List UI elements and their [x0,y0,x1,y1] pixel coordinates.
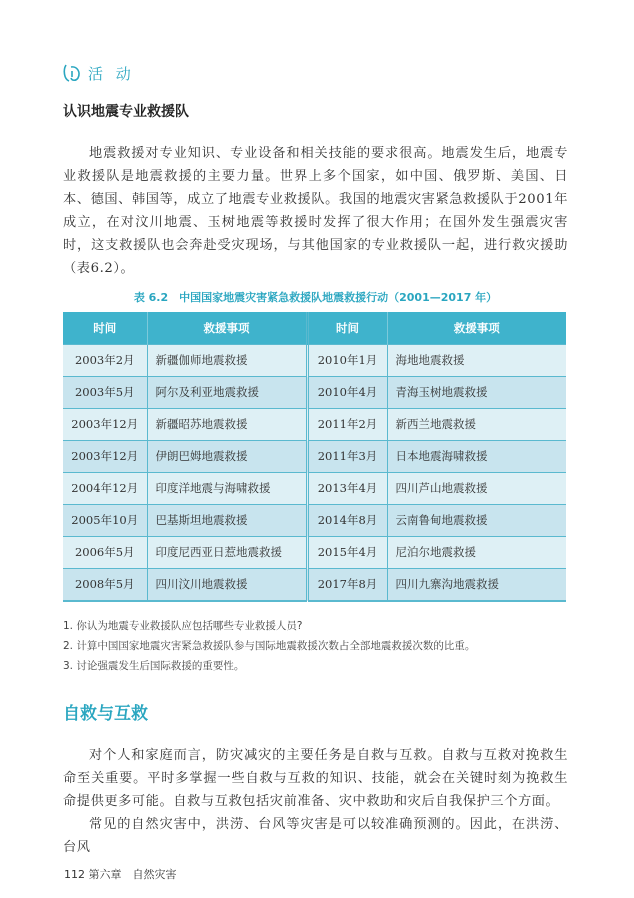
cell-time: 2010年1月 [307,345,387,377]
header-event: 救援事项 [387,312,566,345]
cell-time: 2015年4月 [307,537,387,569]
activity-header [62,60,568,86]
cell-event: 新疆伽师地震救援 [147,345,307,377]
cell-time: 2013年4月 [307,473,387,505]
header-event: 救援事项 [147,312,307,345]
cell-event: 新西兰地震救援 [387,409,566,441]
cell-event: 海地地震救援 [387,345,566,377]
cell-time: 2014年8月 [307,505,387,537]
cell-time: 2006年5月 [63,537,147,569]
cell-event: 尼泊尔地震救援 [387,537,566,569]
cell-event: 印度尼西亚日惹地震救援 [147,537,307,569]
paragraph-intro: 地震救援对专业知识、专业设备和相关技能的要求很高。地震发生后，地震专业救援队是地震救援的主要力量。世界上多个国家，如中国、俄罗斯、美国、日本、德国、韩国等，成立了地震专业救援队。我国的地震灾害紧急救援队于2001年成立，在对汶川地震、玉树地震等救援时发挥了很大作用；在国外发生强震灾害时，这支救援队也会奔赴受灾现场，与其他国家的专业救援队一起，进行救灾援助（表6.2）。 [63,146,568,276]
question-item: 1. 你认为地震专业救援队应包括哪些专业救援人员? [63,620,303,632]
cell-time: 2003年12月 [63,441,147,473]
question-list [63,616,568,676]
question-item: 3. 讨论强震发生后国际救援的重要性。 [63,660,245,672]
table-row [63,377,566,409]
table-row [63,569,566,602]
cell-time: 2011年3月 [307,441,387,473]
cell-event: 四川芦山地震救援 [387,473,566,505]
cell-time: 2003年2月 [63,345,147,377]
cell-event: 巴基斯坦地震救援 [147,505,307,537]
table-row [63,345,566,377]
cell-time: 2010年4月 [307,377,387,409]
page-number: 112 [64,868,85,881]
cell-time: 2008年5月 [63,569,147,602]
header-time: 时间 [63,312,147,345]
cell-time: 2003年5月 [63,377,147,409]
table-row [63,473,566,505]
table-row [63,441,566,473]
cell-time: 2004年12月 [63,473,147,505]
cell-time: 2017年8月 [307,569,387,602]
section-title: 自救与互救 [63,704,148,724]
page-content [63,60,568,859]
cell-event: 青海玉树地震救援 [387,377,566,409]
table-row [63,537,566,569]
table-header-row [63,312,566,345]
cell-event: 印度洋地震与海啸救援 [147,473,307,505]
page-footer [64,867,177,883]
question-item: 2. 计算中国国家地震灾害紧急救援队参与国际地震救援次数占全部地震救援次数的比重。 [63,640,476,652]
cell-time: 2003年12月 [63,409,147,441]
cell-event: 阿尔及利亚地震救援 [147,377,307,409]
paragraph-disasters: 常见的自然灾害中，洪涝、台风等灾害是可以较准确预测的。因此，在洪涝、台风 [63,817,568,855]
cell-event: 新疆昭苏地震救援 [147,409,307,441]
paragraph-self-rescue: 对个人和家庭而言，防灾减灾的主要任务是自救与互救。自救与互救对挽救生命至关重要。平时多掌握一些自救与互救的知识、技能，就会在关键时刻为挽救生命提供更多可能。自救与互救包括灾前准备、灾中救助和灾后自我保护三个方面。 [63,748,568,809]
cell-event: 日本地震海啸救援 [387,441,566,473]
activity-label: 活 动 [88,64,135,83]
cell-event: 四川九寨沟地震救援 [387,569,566,602]
cell-event: 伊朗巴姆地震救援 [147,441,307,473]
header-time: 时间 [307,312,387,345]
table-row [63,409,566,441]
activity-title: 认识地震专业救援队 [63,104,189,120]
rescue-table [63,312,566,602]
chapter-label: 第六章 自然灾害 [88,868,177,881]
cell-time: 2005年10月 [63,505,147,537]
cell-event: 云南鲁甸地震救援 [387,505,566,537]
activity-logo-icon [62,62,84,84]
table-caption: 表 6.2 中国国家地震灾害紧急救援队地震救援行动（2001—2017 年） [133,291,498,304]
cell-time: 2011年2月 [307,409,387,441]
table-row [63,505,566,537]
cell-event: 四川汶川地震救援 [147,569,307,602]
